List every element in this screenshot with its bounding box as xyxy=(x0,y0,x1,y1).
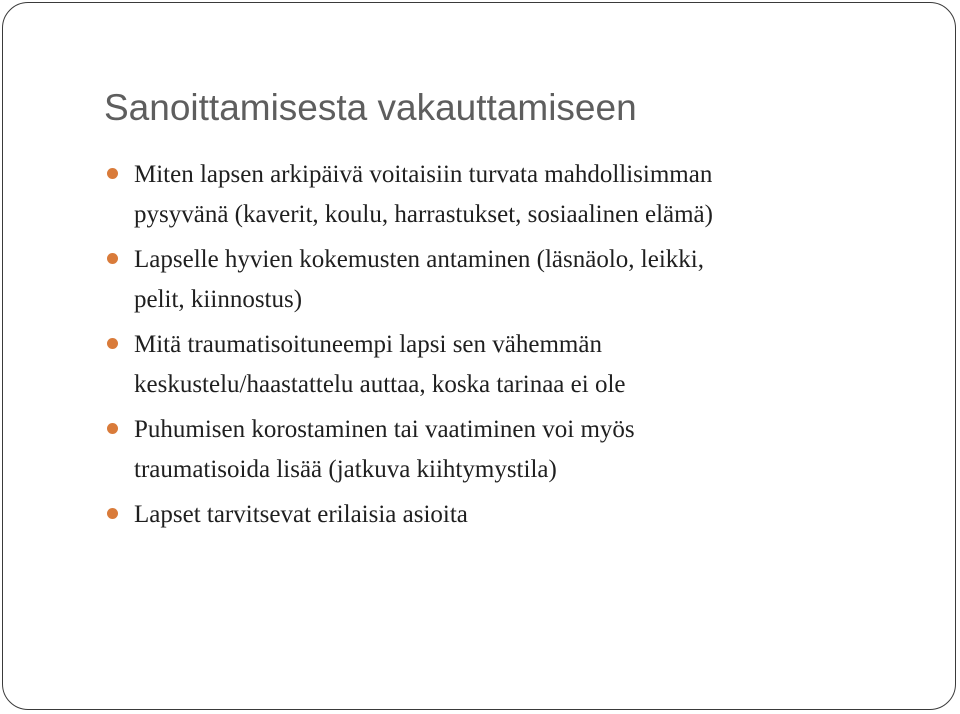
bullet-dot-icon xyxy=(107,253,118,264)
bullet-item xyxy=(107,325,837,405)
bullet-text-line: pelit, kiinnostus) xyxy=(134,286,303,313)
bullet-dot-icon xyxy=(107,338,118,349)
bullet-dot-icon xyxy=(107,508,118,519)
bullet-list xyxy=(107,155,837,540)
bullet-text-line: Miten lapsen arkipäivä voitaisiin turvata mahdollisimman xyxy=(134,161,713,188)
bullet-text-line: traumatisoida lisää (jatkuva kiihtymystila) xyxy=(134,456,557,483)
bullet-text-line: pysyvänä (kaverit, koulu, harrastukset, sosiaalinen elämä) xyxy=(134,201,713,228)
bullet-dot-icon xyxy=(107,168,118,179)
slide-title: Sanoittamisesta vakauttamiseen xyxy=(104,87,637,128)
bullet-item xyxy=(107,240,837,320)
bullet-text-line: keskustelu/haastattelu auttaa, koska tarinaa ei ole xyxy=(134,371,626,398)
bullet-item xyxy=(107,410,837,490)
bullet-dot-icon xyxy=(107,423,118,434)
bullet-text-line: Lapselle hyvien kokemusten antaminen (läsnäolo, leikki, xyxy=(134,246,704,273)
bullet-text-line: Mitä traumatisoituneempi lapsi sen vähemmän xyxy=(134,331,602,358)
bullet-item xyxy=(107,155,837,235)
bullet-item xyxy=(107,495,837,535)
slide xyxy=(2,2,956,710)
bullet-text-line: Puhumisen korostaminen tai vaatiminen voi myös xyxy=(134,416,635,443)
bullet-text-line: Lapset tarvitsevat erilaisia asioita xyxy=(134,501,468,528)
